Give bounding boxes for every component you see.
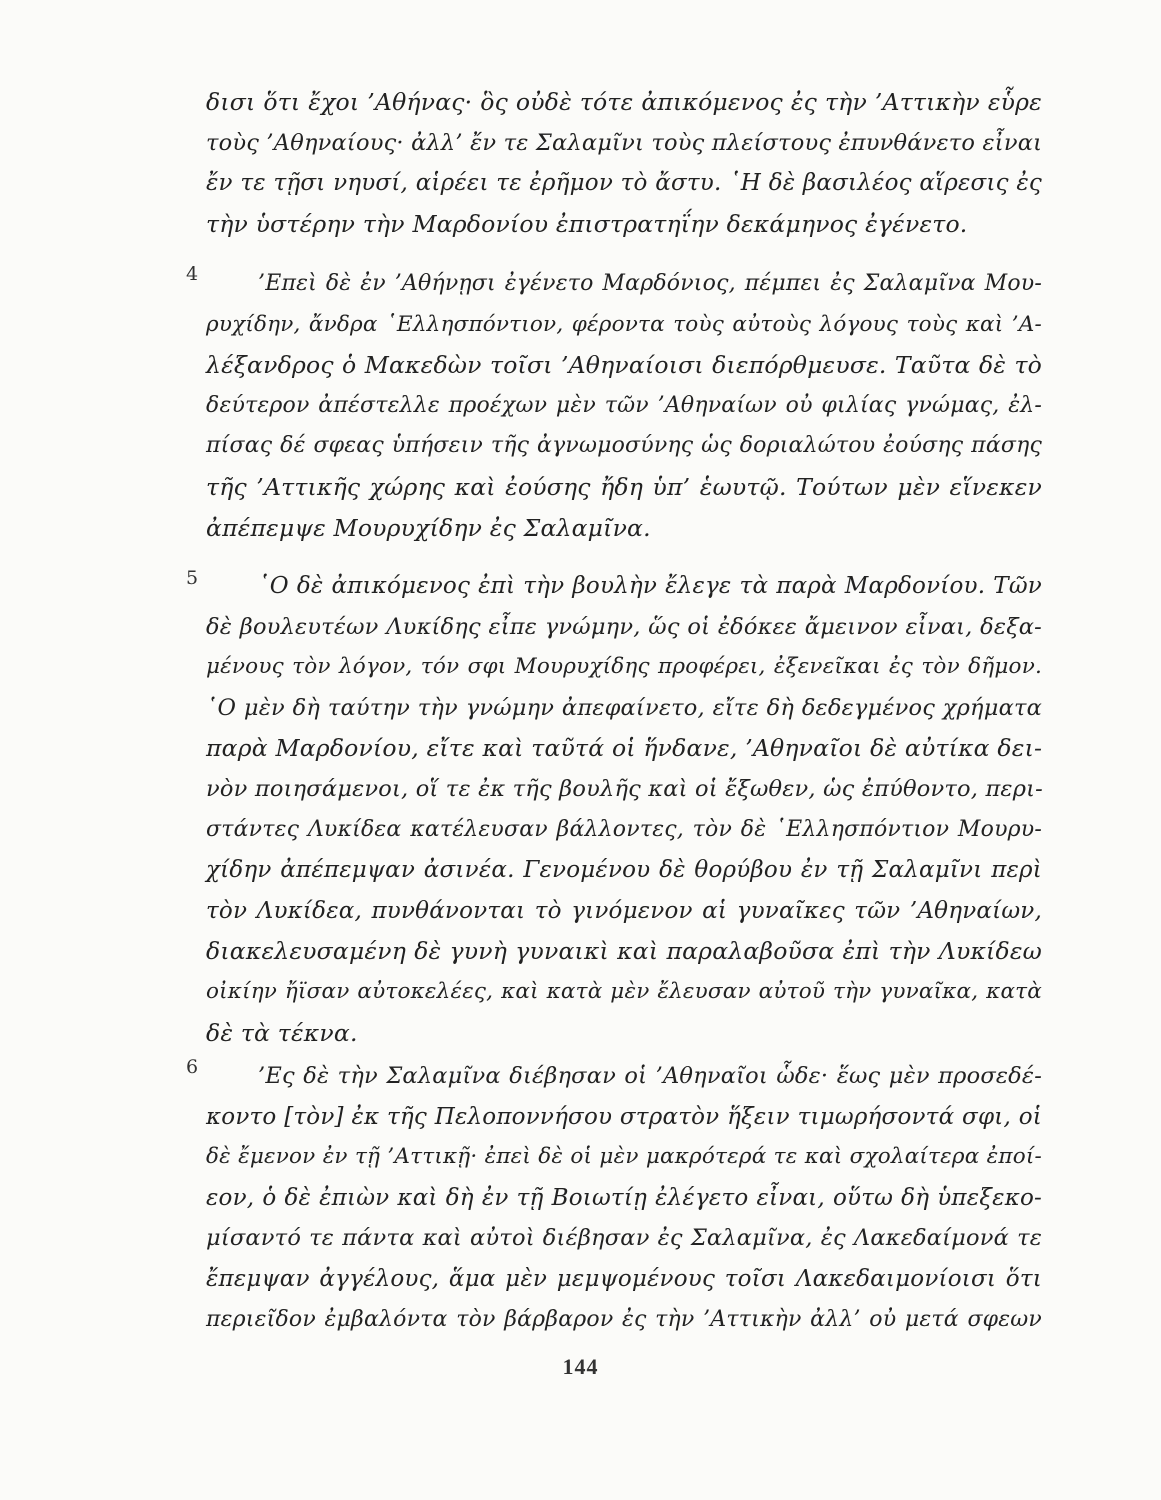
paragraph-section-6 <box>206 1056 1042 1340</box>
paragraph-section-4 <box>206 264 1042 548</box>
text-line: χίδην ἀπέπεμψαν ἀσινέα. Γενομένου δὲ θορύβου ἐν τῇ Σαλαμῖνι περὶ <box>206 857 1042 884</box>
text-line: ἔν τε τῇσι νηυσί, αἱρέει τε ἐρῆμον τὸ ἄστυ. ῾Η δὲ βασιλέος αἵρεσις ἐς <box>206 170 1042 197</box>
text-line: ἀπέπεμψε Μουρυχίδην ἐς Σαλαμῖνα. <box>206 513 651 542</box>
text-line: δισι ὅτι ἔχοι ’Αθήνας· ὃς οὐδὲ τότε ἀπικόμενος ἐς τὴν ’Αττικὴν εὗρε <box>206 88 1042 116</box>
text-line: τὸν Λυκίδεα, πυνθάνονται τὸ γινόμενον αἱ γυναῖκες τῶν ’Αθηναίων, <box>206 897 1042 924</box>
text-line: ’Επεὶ δὲ ἐν ’Αθήνῃσι ἐγένετο Μαρδόνιος, πέμπει ἐς Σαλαμῖνα Μου- <box>258 271 1042 296</box>
section-number: 5 <box>186 567 199 589</box>
text-line: ἔπεμψαν ἀγγέλους, ἅμα μὲν μεμψομένους τοῖσι Λακεδαιμονίοισι ὅτι <box>206 1265 1042 1292</box>
text-line: δὲ τὰ τέκνα. <box>206 1018 358 1047</box>
text-line: οἰκίην ἤϊσαν αὐτοκελέες, καὶ κατὰ μὲν ἔλευσαν αὐτοῦ τὴν γυναῖκα, κατὰ <box>206 978 1042 1004</box>
section-number: 6 <box>186 1056 199 1078</box>
text-line: κοντο [τὸν] ἐκ τῆς Πελοποννήσου στρατὸν ἥξειν τιμωρήσοντά σφι, οἱ <box>206 1103 1042 1130</box>
text-line: ’Ες δὲ τὴν Σαλαμῖνα διέβησαν οἱ ’Αθηναῖοι ὧδε· ἕως μὲν προσεδέ- <box>258 1063 1042 1089</box>
text-line: μένους τὸν λόγον, τόν σφι Μουρυχίδης προφέρει, ἐξενεῖκαι ἐς τὸν δῆμον. <box>206 654 1042 680</box>
text-line: πίσας δέ σφεας ὑπήσειν τῆς ἀγνωμοσύνης ὡς δοριαλώτου ἐούσης πάσης <box>206 433 1042 459</box>
text-line: νὸν ποιησάμενοι, οἵ τε ἐκ τῆς βουλῆς καὶ οἱ ἔξωθεν, ὡς ἐπύθοντο, περι- <box>206 775 1043 802</box>
text-line: μίσαντό τε πάντα καὶ αὐτοὶ διέβησαν ἐς Σαλαμῖνα, ἐς Λακεδαίμονά τε <box>206 1225 1042 1252</box>
text-line: δὲ βουλευτέων Λυκίδης εἶπε γνώμην, ὥς οἱ ἐδόκεε ἄμεινον εἶναι, δεξα- <box>206 613 1042 640</box>
text-line: ῾Ο μὲν δὴ ταύτην τὴν γνώμην ἀπεφαίνετο, εἴτε δὴ δεδεγμένος χρήματα <box>206 694 1042 721</box>
text-line: στάντες Λυκίδεα κατέλευσαν βάλλοντες, τὸν δὲ ῾Ελλησπόντιον Μουρυ- <box>206 816 1042 842</box>
text-line: τῆς ’Αττικῆς χώρης καὶ ἐούσης ἤδη ὑπ’ ἑωυτῷ. Τούτων μὲν εἵνεκεν <box>206 472 1042 501</box>
paragraph-section-5 <box>206 566 1042 1053</box>
text-line: τὴν ὑστέρην τὴν Μαρδονίου ἐπιστρατηΐην δεκάμηνος ἐγένετο. <box>206 209 968 238</box>
text-line: περιεῖδον ἐμβαλόντα τὸν βάρβαρον ἐς τὴν ’Αττικὴν ἀλλ’ οὐ μετά σφεων <box>206 1306 1042 1332</box>
text-line: ρυχίδην, ἄνδρα ῾Ελλησπόντιον, φέροντα τοὺς αὐτοὺς λόγους τοὺς καὶ ’Α- <box>206 311 1042 337</box>
text-line: δὲ ἔμενον ἐν τῇ ’Αττικῇ· ἐπεὶ δὲ οἱ μὲν μακρότερά τε καὶ σχολαίτερα ἐποί- <box>206 1144 1042 1170</box>
text-line: παρὰ Μαρδονίου, εἴτε καὶ ταῦτά οἱ ἥνδανε, ’Αθηναῖοι δὲ αὐτίκα δει- <box>206 734 1043 763</box>
text-line: εον, ὁ δὲ ἐπιὼν καὶ δὴ ἐν τῇ Βοιωτίῃ ἐλέγετο εἶναι, οὕτω δὴ ὑπεξεκο- <box>206 1184 1042 1211</box>
text-line: λέξανδρος ὁ Μακεδὼν τοῖσι ’Αθηναίοισι διεπόρθμευσε. Ταῦτα δὲ τὸ <box>206 351 1042 380</box>
text-line: διακελευσαμένη δὲ γυνὴ γυναικὶ καὶ παραλαβοῦσα ἐπὶ τὴν Λυκίδεω <box>206 937 1042 966</box>
paragraph-continuation <box>206 82 1042 244</box>
text-line: δεύτερον ἀπέστελλε προέχων μὲν τῶν ’Αθηναίων οὐ φιλίας γνώμας, ἐλ- <box>206 392 1042 418</box>
page-number: 144 <box>562 1354 599 1379</box>
text-line: τοὺς ’Αθηναίους· ἀλλ’ ἔν τε Σαλαμῖνι τοὺς πλείστους ἐπυνθάνετο εἶναι <box>206 129 1043 156</box>
section-number: 4 <box>186 263 199 285</box>
text-line: ῾Ο δὲ ἀπικόμενος ἐπὶ τὴν βουλὴν ἔλεγε τὰ παρὰ Μαρδονίου. Τῶν <box>258 573 1042 599</box>
